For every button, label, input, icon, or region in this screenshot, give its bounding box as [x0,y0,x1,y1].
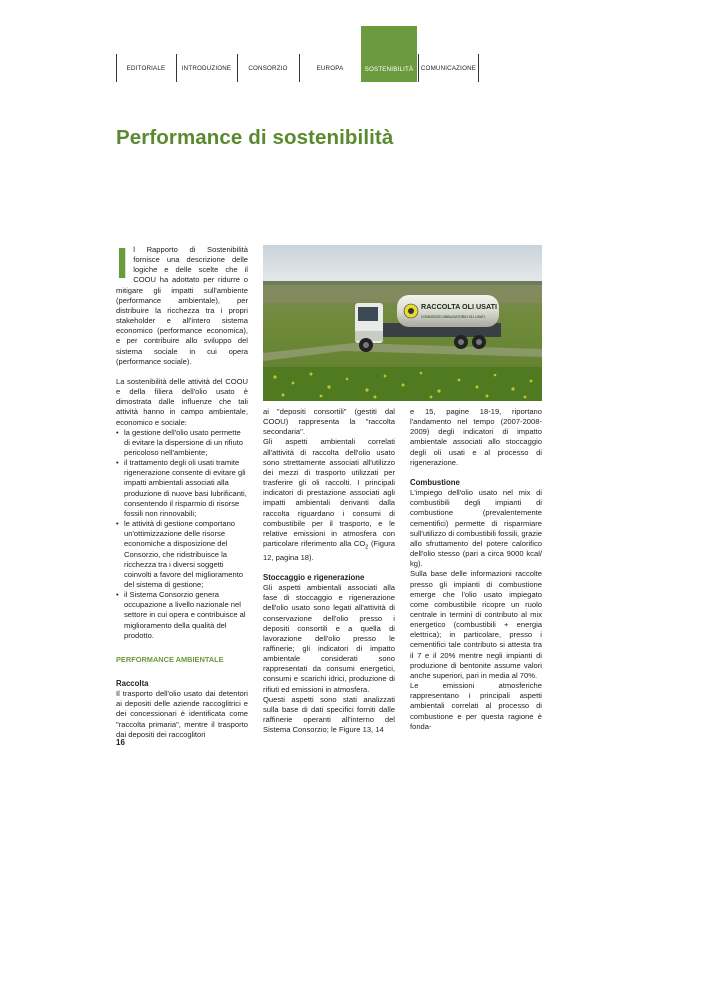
page-number: 16 [116,738,125,747]
intro-text: l Rapporto di Sostenibilità fornisce una descrizione delle logiche e delle scelte che il COOU ha adottato per ridurre o mitigare gli impatti sull'ambiente (performance ambientale), per distribuire la ricchezza tra i propri stakeholder e all'intero sistema economico (performance economica), e per contribuire allo sviluppo del sistema sociale in cui opera (performance sociale). [116,245,248,366]
sub-heading: Raccolta [116,678,149,688]
paragraph: L'impiego dell'olio usato nel mix di combustibili degli impianti di combustione (prevalentemente cementifici) permette di risparmiare sull'utilizzo di combustibili fossili, grazie allo sfruttamento del potere calorifico dell'olio stesso (pari a circa 9000 kcal/ kg). [410,488,542,569]
nav-comunicazione[interactable] [418,54,479,82]
text-column-2 [263,407,395,735]
nav-label: INTRODUZIONE [181,64,232,72]
paragraph: Gli aspetti ambientali associati alla fase di stoccaggio e rigenerazione dell'olio usato sono legati all'attività di conservazione dell'olio presso i depositi consortili e a quella di lavorazione dell'olio presso le raffinerie; gli indicatori di impatto ambientale considerati sono rappresentati da consumi energetici, consumi e scarichi idrici, produzione di rifiuti ed emissioni in atmosfera. [263,583,395,694]
paragraph: Sulla base delle informazioni raccolte presso gli impianti di combustione emerge che l'olio usato impiegato come combustibile ricopre un ruolo centrale in termini di contributo al mix energetico (combustibili + energia elettrica); in particolare, presso i cementifici tale contributo si attesta tra il 7 e il 20% mentre negli impianti di produzione di bentonite assume valori anche superiori, pari in media al 70%. [410,569,542,680]
drop-cap: I [116,239,129,288]
paragraph: La sostenibilità delle attività del COOU e della filiera dell'olio usato è dimostrata dalle influenze che tali attività hanno in campo ambientale, economico e sociale: [116,376,248,427]
nav-sostenibilita[interactable] [361,26,417,82]
sub-heading: Stoccaggio e rigenerazione [263,572,365,582]
nav-label: EDITORIALE [126,64,166,72]
intro-paragraph [116,239,248,367]
nav-label: COMUNICAZIONE [420,64,477,72]
text-column-1 [116,239,248,740]
nav-introduzione[interactable] [176,54,236,82]
list-item: • le attività di gestione comportano un'ottimizzazione delle risorse economiche a disposizione del Consorzio, che ridistribuisce la ricchezza tra i diversi soggetti coinvolti a favore del miglioramento del sistema di gestione; [116,519,248,590]
nav-consorzio[interactable] [237,54,298,82]
nav-europa[interactable] [299,54,360,82]
top-navigation [0,26,706,82]
text-column-3 [410,407,542,732]
nav-editoriale[interactable] [116,54,175,82]
bullet-list [116,428,248,641]
truck-label: RACCOLTA OLI USATI [421,302,497,311]
paragraph [263,437,395,562]
paragraph-text-end: (Figura 12, pagina 18). [263,539,395,562]
list-item: • il Sistema Consorzio genera occupazione a livello nazionale nel settore in cui opera e contribuisce al miglioramento della qualità del prodotto. [116,590,248,641]
sub-heading: Combustione [410,477,460,487]
subscript: 2 [365,544,369,551]
nav-label: EUROPA [316,64,344,72]
page-title: Performance di sostenibilità [116,126,394,149]
paragraph: Questi aspetti sono stati analizzati sulla base di dati specifici forniti dalle raffinerie operanti all'interno del Sistema Consorzio; le Figure 13, 14 [263,694,395,735]
paragraph: ai "depositi consortili" (gestiti dal COOU) rappresenta la "raccolta secondaria". [263,407,395,437]
section-heading: PERFORMANCE AMBIENTALE [116,654,224,664]
truck-photo [263,245,542,401]
truck-sublabel: CONSORZIO OBBLIGATORIO OLI USATI [421,315,485,319]
paragraph: Il trasporto dell'olio usato dai detentori ai depositi delle aziende raccoglitrici e dei concessionari è identificata come "raccolta primaria", mentre il trasporto dai depositi dei raccoglitori [116,689,248,739]
list-item: • la gestione dell'olio usato permette di evitare la dispersione di un rifiuto pericoloso nell'ambiente; [116,428,248,458]
paragraph-text: Gli aspetti ambientali correlati all'attività di raccolta dell'olio usato sono strettamente associati all'utilizzo dei mezzi di trasporto utilizzati per trasferire gli oli raccolti. I principali indicatori di prestazione associati agli impatti ambientali derivanti dalla raccolta riguardano i consumi di combustibile per il trasporto, e le relative emissioni in atmosfera con particolare riferimento alla CO [263,437,395,549]
paragraph: e 15, pagine 18-19, riportano l'andamento nel tempo (2007-2008-2009) degli indicatori di impatto ambientale associati allo stoccaggio degli oli usati e al processo di rigenerazione. [410,407,542,467]
nav-label: SOSTENIBILITÀ [364,66,414,73]
paragraph: Le emissioni atmosferiche rappresentano i principali aspetti ambientali correlati al processo di combustione e per questa ragione è fonda- [410,681,542,731]
nav-label: CONSORZIO [248,64,288,72]
list-item: • il trattamento degli oli usati tramite rigenerazione consente di evitare gli impatti ambientali associati alla produzione di nuove basi lubrificanti, consentendo il risparmio di risorse fossili non rinnovabili; [116,458,248,519]
